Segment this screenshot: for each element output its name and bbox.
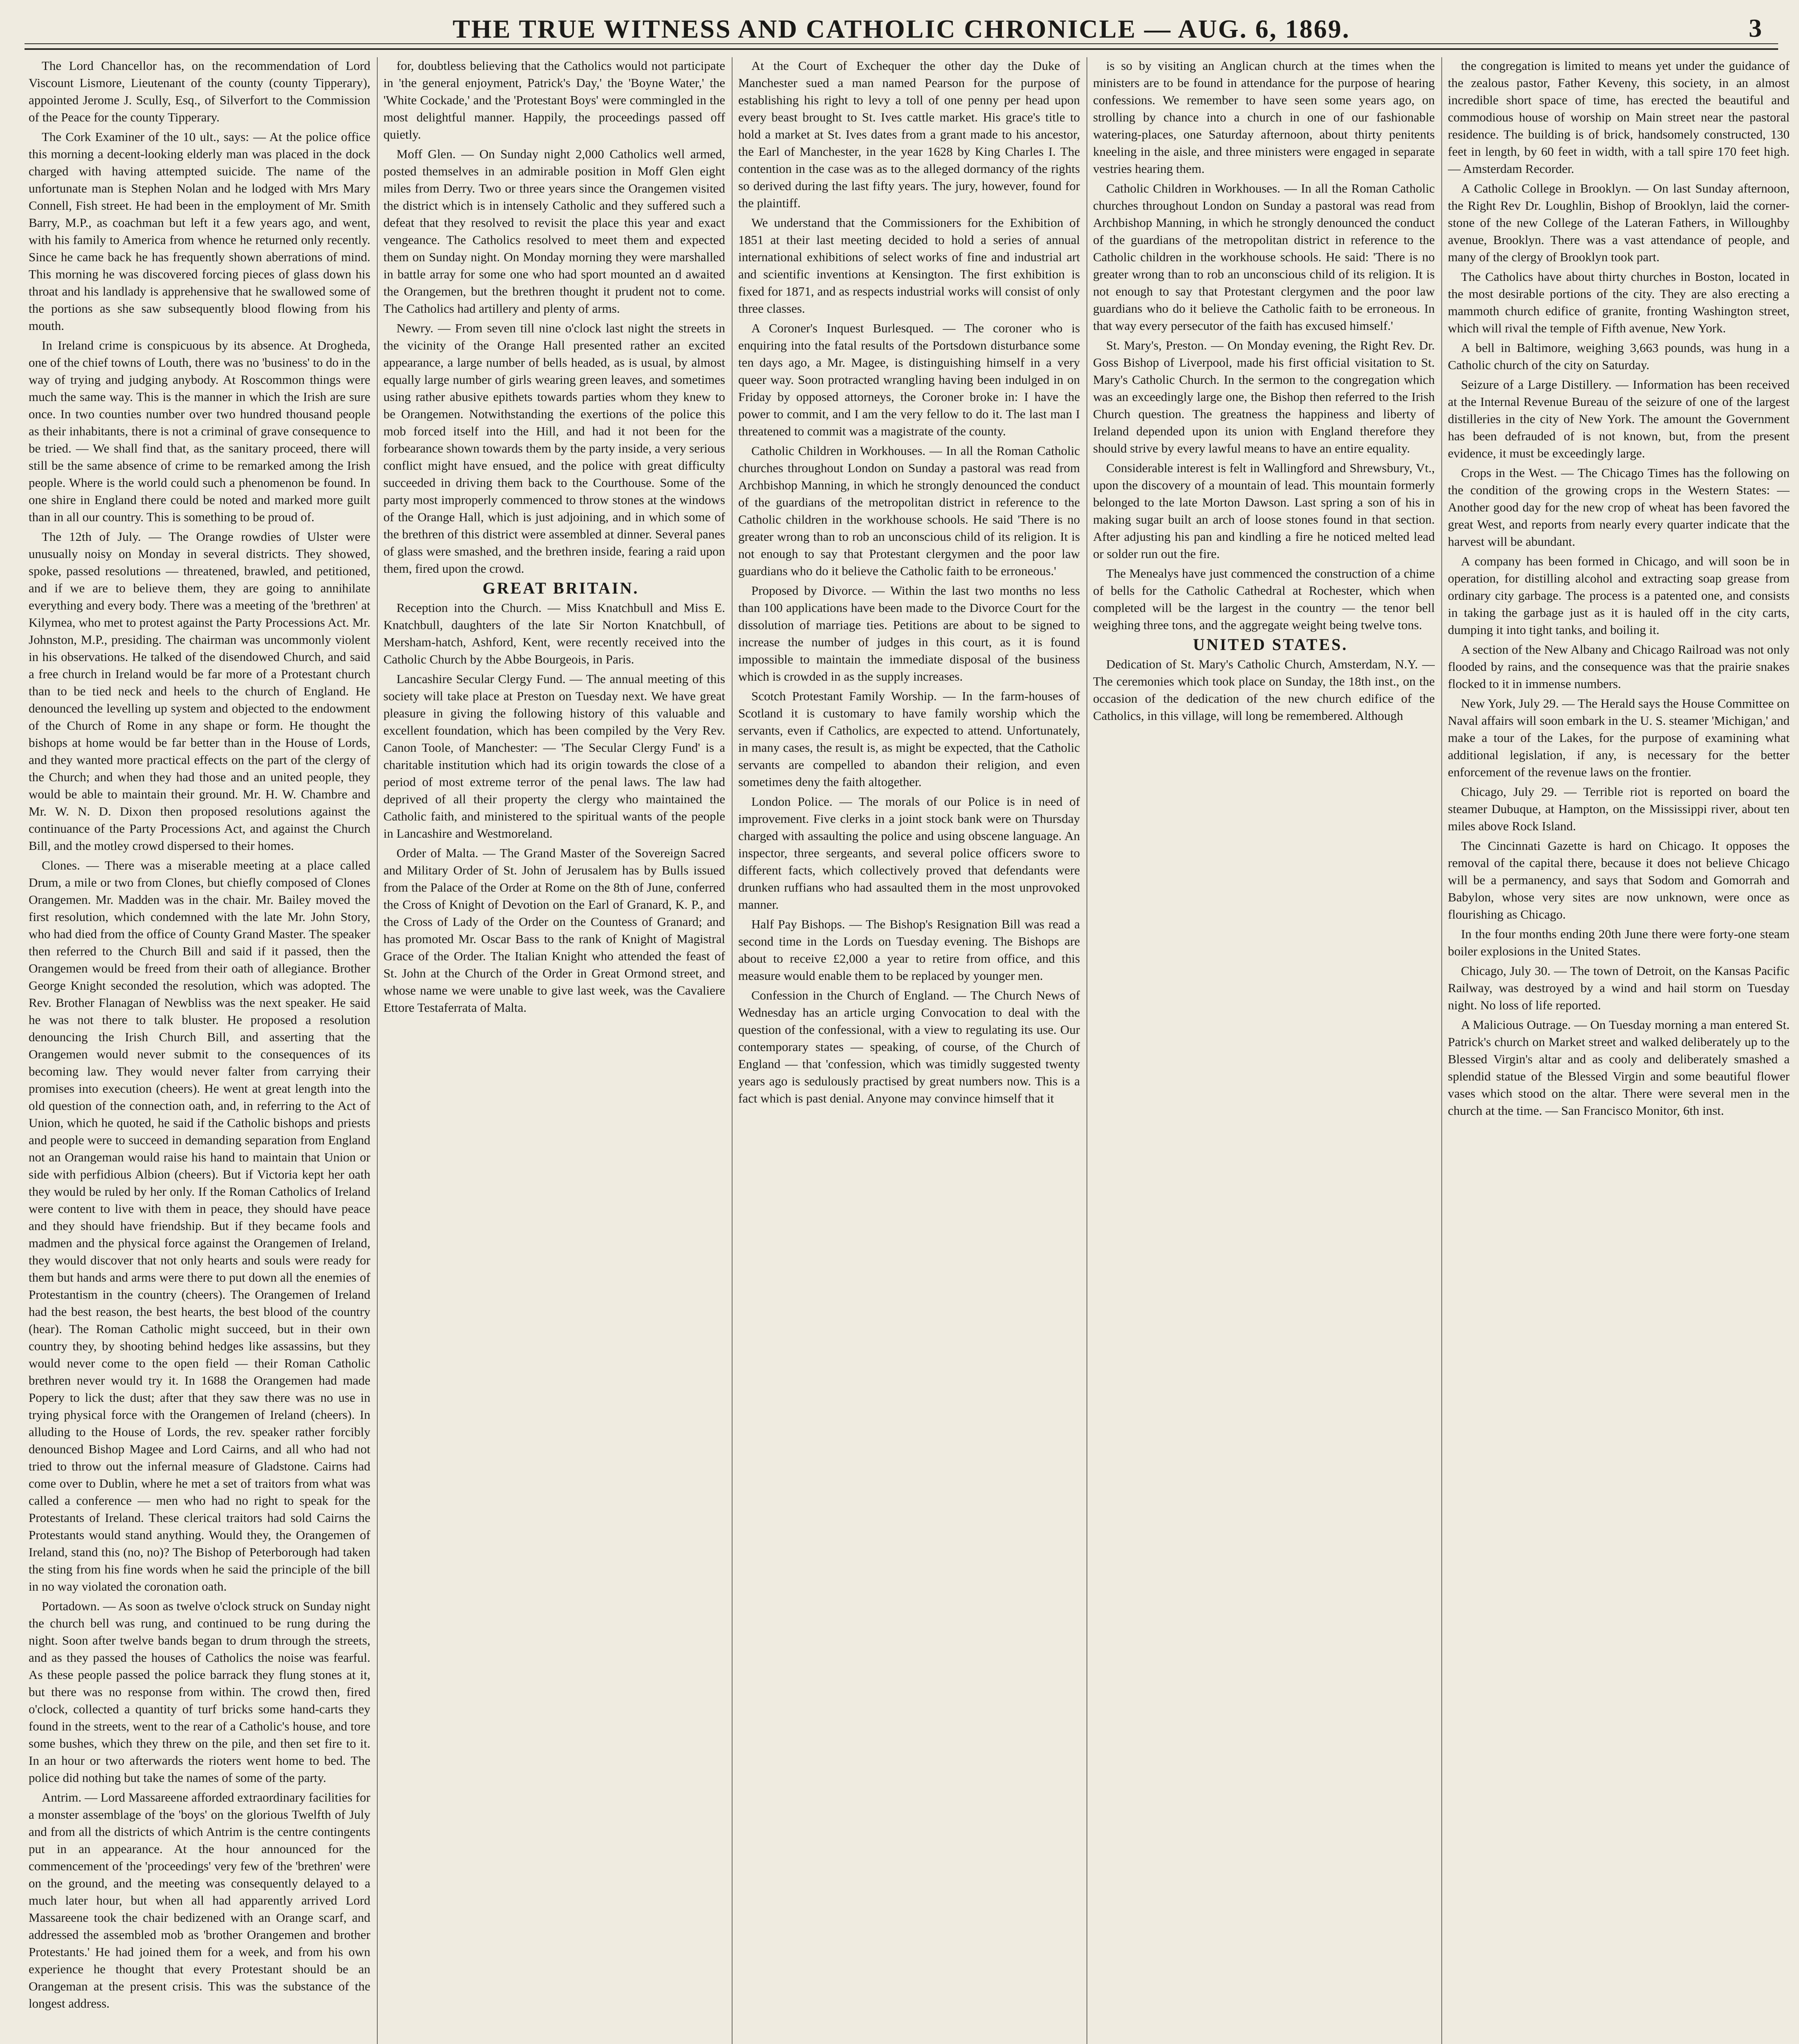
article-paragraph: A company has been formed in Chicago, and will soon be in operation, for distilling alcohol and extracting soap grease from ordinary city garbage. The process is a patented one, and consists in taking the garbage just as it is hauled off in the city carts, dumping it into tight tanks, and boiling it.: [1448, 554, 1790, 637]
issue-date: AUG. 6, 1869.: [1178, 14, 1350, 43]
article-paragraph: A section of the New Albany and Chicago Railroad was not only flooded by rains, and the consequence was that the prairie snakes flocked to it in immense numbers.: [1448, 642, 1790, 691]
article-paragraph: Order of Malta. — The Grand Master of the Sovereign Sacred and Military Order of St. John of Jerusalem has by Bulls issued from the Palace of the Order at Rome on the 8th of June, conferred the Cross of Knight of Devotion on the Earl of Granard, K. P., and the Cross of Lady of the Order on the Countess of Granard; and has promoted Mr. Oscar Bass to the rank of Knight of Magistral Grace of the Order. The Italian Knight who attended the feast of St. John at the Church of the Order in Great Ormond street, and whose name we were unable to give last week, was the Cavaliere Ettore Testaferrata of Malta.: [383, 846, 725, 1015]
article-paragraph: Catholic Children in Workhouses. — In all the Roman Catholic churches throughout London on Sunday a pastoral was read from Archbishop Manning, in which he strongly denounced the conduct of the guardians of the metropolitan district in reference to the Catholic children in the workhouse schools. He said 'There is no greater wrong than to rob an unconscious child of its religion. It is not enough to say that Protestant clergymen and the poor law guardians who do it believe the Catholic faith to be erroneous.': [738, 444, 1080, 578]
page-number: 3: [1749, 13, 1762, 43]
article-paragraph: Newry. — From seven till nine o'clock last night the streets in the vicinity of the Orange Hall presented rather an excited appearance, a large number of bells headed, as is usual, by almost equally large number of girls wearing green leaves, and sometimes using rather abusive epithets towards parties whom they knew to be Orangemen. Notwithstanding the exertions of the police this mob forced itself into the Hill, and had it not been for the forbearance shown towards them by the party inside, a very serious conflict might have ensued, and the police with great difficulty succeeded in driving them back to the Courthouse. Some of the party most improperly commenced to throw stones at the windows of the Orange Hall, which is just adjoining, and in which some of the brethren of this district were assembled at dinner. Several panes of glass were smashed, and the brethren inside, fearing a raid upon them, fired upon the crowd.: [383, 321, 725, 576]
article-paragraph: We understand that the Commissioners for the Exhibition of 1851 at their last meeting decided to hold a series of annual international exhibitions of select works of fine and industrial art and scientific inventions at Kensington. The first exhibition is fixed for 1871, and as respects industrial works will consist of only three classes.: [738, 215, 1080, 316]
article-paragraph: for, doubtless believing that the Catholics would not participate in 'the general enjoyment, Patrick's Day,' the 'Boyne Water,' the 'White Cockade,' and the 'Protestant Boys' were commingled in the most delightful manner. Happily, the proceedings passed off quietly.: [383, 58, 725, 141]
article-paragraph: Portadown. — As soon as twelve o'clock struck on Sunday night the church bell was rung, and continued to be rung during the night. Soon after twelve bands began to drum through the streets, and as they passed the houses of Catholics the noise was fearful. As these people passed the police barrack they flung stones at it, but there was no response from within. The crowd then, fired o'clock, collected a quantity of turf bricks some hand-carts they found in the streets, went to the rear of a Catholic's house, and tore some bushes, which they threw on the pile, and then set fire to it. In an hour or two afterwards the rioters went home to bed. The police did nothing but take the names of some of the party.: [29, 1599, 370, 1785]
article-paragraph: At the Court of Exchequer the other day the Duke of Manchester sued a man named Pearson for the purpose of establishing his right to levy a toll of one penny per head upon every beast brought to St. Ives cattle market. His grace's title to hold a market at St. Ives dates from a grant made to his ancestor, the Earl of Manchester, in the year 1628 by King Charles I. The contention in the case was as to the alleged dormancy of the rights so derived during the last fifty years. The jury, however, found for the plaintiff.: [738, 58, 1080, 210]
masthead-rule: [25, 43, 1778, 44]
article-paragraph: The Catholics have about thirty churches in Boston, located in the most desirable portions of the city. They are also erecting a mammoth church edifice of granite, fronting Washington street, which will rival the temple of Fifth avenue, New York.: [1448, 269, 1790, 335]
masthead-title: THE TRUE WITNESS AND CATHOLIC CHRONICLE — AUG. 6, 1869.: [453, 14, 1350, 43]
column-2: [383, 57, 725, 2044]
article-paragraph: Scotch Protestant Family Worship. — In the farm-houses of Scotland it is customary to have family worship which the servants, even if Catholics, are expected to attend. Unfortunately, in many cases, the result is, as might be expected, that the Catholic servants are compelled to abandon their religion, and even sometimes deny the faith altogether.: [738, 689, 1080, 789]
section-heading: UNITED STATES.: [1193, 635, 1348, 654]
column-divider: [377, 57, 378, 2044]
column-1: [29, 57, 370, 2044]
article-paragraph: Confession in the Church of England. — The Church News of Wednesday has an article urging Convocation to deal with the question of the confessional, with a view to regulating its use. Our contemporary states — speaking, of course, of the Church of England — that 'confession, which was timidly suggested twenty years ago is sedulously practised by great numbers now. This is a fact which is past denial. Anyone may convince himself that it: [738, 988, 1080, 1105]
article-paragraph: A Malicious Outrage. — On Tuesday morning a man entered St. Patrick's church on Market street and walked deliberately up to the Blessed Virgin's altar and as cooly and deliberately smashed a splendid statue of the Blessed Virgin and some beautiful flower vases which stood on the altar. There were several men in the church at the time. — San Francisco Monitor, 6th inst.: [1448, 1018, 1790, 1118]
article-paragraph: A bell in Baltimore, weighing 3,663 pounds, was hung in a Catholic church of the city on Saturday.: [1448, 341, 1790, 372]
article-paragraph: In Ireland crime is conspicuous by its absence. At Drogheda, one of the chief towns of Louth, there was no 'business' to do in the way of trying and judging anybody. At Roscommon things were much the same way. This is the manner in which the Irish are sure once. In two counties number over two hundred thousand people as their inhabitants, there is not a criminal of grave consequence to be tried. — We shall find that, as the sanitary proceed, there will still be the same absence of crime to be remarked among the Irish people. Where is the world could such a phenomenon be found. In one shire in England there could be noted and marked more guilt than in all our country. This is something to be proud of.: [29, 338, 370, 524]
article-paragraph: Proposed by Divorce. — Within the last two months no less than 100 applications have been made to the Divorce Court for the dissolution of marriage ties. Petitions are about to be signed to increase the number of judges in this court, as it is found impossible to maintain the immediate disposal of the business which is crowded in as the supply increases.: [738, 583, 1080, 684]
article-paragraph: the congregation is limited to means yet under the guidance of the zealous pastor, Father Keveny, this society, in an almost incredible short space of time, has erected the beautiful and commodious house of worship on Main street near the pastoral residence. The building is of brick, handsomely constructed, 130 feet in length, by 60 feet in width, with a tall spire 170 feet high. — Amsterdam Recorder.: [1448, 58, 1790, 176]
article-paragraph: The Cork Examiner of the 10 ult., says: — At the police office this morning a decent-looking elderly man was placed in the dock charged with having attempted suicide. The name of the unfortunate man is Stephen Nolan and he lodged with Mrs Mary Connell, Fish street. He had been in the employment of Mr. Smith Barry, M.P., as coachman but left it a few years ago, and went, with his family to America from whence he returned only recently. Since he came back he has frequently shown aberrations of mind. This morning he was discovered forcing pieces of glass down his throat and his landlady is apprehensive that he swallowed some of the portions as she saw subsequently blood flowing from his mouth.: [29, 130, 370, 333]
article-paragraph: In the four months ending 20th June there were forty-one steam boiler explosions in the United States.: [1448, 927, 1790, 958]
article-paragraph: is so by visiting an Anglican church at the times when the ministers are to be found in attendance for the purpose of hearing confessions. We remember to have seen some years ago, on strolling by chance into a church in one of our fashionable watering-places, one Saturday afternoon, about thirty penitents kneeling in the aisle, and three ministers were engaged in separate vestries hearing them.: [1093, 58, 1435, 176]
article-paragraph: Chicago, July 30. — The town of Detroit, on the Kansas Pacific Railway, was destroyed by a wind and hail storm on Tuesday night. No loss of life reported.: [1448, 964, 1790, 1012]
article-paragraph: St. Mary's, Preston. — On Monday evening, the Right Rev. Dr. Goss Bishop of Liverpool, made his first official visitation to St. Mary's Catholic Church. In the sermon to the congregation which was an exceedingly large one, the Bishop then referred to the Irish Church question. The greatness the happiness and liberty of Ireland depended upon its union with England therefore they should strive by every lawful means to have an entire equality.: [1093, 338, 1435, 455]
column-3: [738, 57, 1080, 2044]
column-divider: [732, 57, 733, 2044]
article-paragraph: Considerable interest is felt in Wallingford and Shrewsbury, Vt., upon the discovery of a mountain of lead. This mountain formerly belonged to the late Morton Dawson. Last spring a son of his in making sugar built an arch of loose stones found in that section. After adjusting his pan and kindling a fire he noticed melted lead or solder run out the fire.: [1093, 461, 1435, 561]
article-paragraph: New York, July 29. — The Herald says the House Committee on Naval affairs will soon embark in the U. S. steamer 'Michigan,' and make a tour of the Lakes, for the purpose of examining what additional legislation, if any, is necessary for the better enforcement of the revenue laws on the frontier.: [1448, 696, 1790, 779]
article-paragraph: Reception into the Church. — Miss Knatchbull and Miss E. Knatchbull, daughters of the late Sir Norton Knatchbull, of Mersham-hatch, Ashford, Kent, were recently received into the Catholic Church by the Abbe Bourgeois, in Paris.: [383, 601, 725, 666]
article-paragraph: Seizure of a Large Distillery. — Information has been received at the Internal Revenue Bureau of the seizure of one of the largest distilleries in the city of New York. The amount the Government has been defrauded of is not known, but, from the present evidence, it must be exceedingly large.: [1448, 377, 1790, 460]
article-paragraph: The Cincinnati Gazette is hard on Chicago. It opposes the removal of the capital there, because it does not believe Chicago will be a permanency, and says that Sodom and Gomorrah and Babylon, whose very sites are now unknown, were once as flourishing as Chicago.: [1448, 838, 1790, 921]
article-paragraph: Half Pay Bishops. — The Bishop's Resignation Bill was read a second time in the Lords on Tuesday evening. The Bishops are about to receive £2,000 a year to retire from office, and this measure would enable them to be replaced by younger men.: [738, 917, 1080, 983]
article-paragraph: A Catholic College in Brooklyn. — On last Sunday afternoon, the Right Rev Dr. Loughlin, Bishop of Brooklyn, laid the corner-stone of the new College of the Lateran Fathers, in Willoughby avenue, Brooklyn. There was a vast attendance of people, and many of the clergy of Brooklyn took part.: [1448, 181, 1790, 264]
paper-title: THE TRUE WITNESS AND CATHOLIC CHRONICLE: [453, 14, 1137, 43]
article-paragraph: The Lord Chancellor has, on the recommendation of Lord Viscount Lismore, Lieutenant of the county (county Tipperary), appointed Jerome J. Scully, Esq., of Silverfort to the Commission of the Peace for the county Tipperary.: [29, 58, 370, 124]
article-paragraph: Clones. — There was a miserable meeting at a place called Drum, a mile or two from Clones, but chiefly composed of Clones Orangemen. Mr. Madden was in the chair. Mr. Bailey moved the first resolution, which condemned with the late Mr. John Story, who had died from the office of County Grand Master. The speaker then referred to the Church Bill and said if it passed, then the Orangemen would be freed from their oath of allegiance. Brother George Knight seconded the resolution, which was adopted. The Rev. Brother Flanagan of Newbliss was the next speaker. He said he was not there to talk bluster. He proposed a resolution denouncing the Irish Church Bill, and asserting that the Orangemen would never submit to the consequences of its becoming law. They would never falter from carrying their promises into execution (cheers). He went at great length into the old question of the connection oath, and, in referring to the Act of Union, which he quoted, he said if the Catholic bishops and priests and people were to succeed in demanding separation from England not an Orangeman would raise his hand to maintain that Union or side with perfidious Albion (cheers). But if Victoria kept her oath they would be ruled by her only. If the Roman Catholics of Ireland were content to live with them in peace, they should have peace and they should have friendship. But if they became fools and madmen and the physical force against the Orangemen of Ireland, they would discover that not only hearts and souls were ready for them but hands and arms were there to put down all the enemies of Protestantism in the country (cheers). The Orangemen of Ireland had the best reason, the best hearts, the best blood of the country (hear). The Roman Catholic might succeed, but in their own country they, by shooting behind hedges like assassins, but they would never come to the open field — their Roman Catholic brethren never would try it. In 1688 the Orangemen had made Popery to lick the dust; after that they saw there was no use in trying physical force with the Orangemen of Ireland (cheers). In alluding to the House of Lords, the rev. speaker rather forcibly denounced Bishop Magee and Lord Cairns, and all who had not tried to throw out the infernal measure of Gladstone. Cairns had come over to Dublin, where he met a set of traitors from what was called a conference — men who had no right to speak for the Protestants of Ireland. These clerical traitors had sold Cairns the Protestants would stand anything. Would they, the Orangemen of Ireland, stand this (no, no)? The Bishop of Peterborough had taken the sting from his fine words when he said the principle of the bill in no way violated the coronation oath.: [29, 858, 370, 1594]
article-paragraph: A Coroner's Inquest Burlesqued. — The coroner who is enquiring into the fatal results of the Portsdown disturbance some ten days ago, a Mr. Magee, is distinguishing himself in a very queer way. Soon protracted wrangling having been indulged in on Friday by opposed attorneys, the Coroner broke in: I have the power to commit, and I am the very fellow to do it. The last man I threatened to commit was a magistrate of the county.: [738, 321, 1080, 438]
column-5: [1448, 57, 1790, 2044]
masthead: [25, 9, 1778, 50]
article-paragraph: Catholic Children in Workhouses. — In all the Roman Catholic churches throughout London on Sunday a pastoral was read from Archbishop Manning, in which he strongly denounced the conduct of the guardians of the metropolitan district in reference to the Catholic children in the workhouse schools. He said: 'There is no greater wrong than to rob an unconscious child of its religion. It is not enough to say that Protestant clergymen and the poor law guardians who do it believe the Catholic faith to be erroneous. In that way every persecutor of the faith has excused himself.': [1093, 181, 1435, 333]
article-paragraph: Lancashire Secular Clergy Fund. — The annual meeting of this society will take place at Preston on Tuesday next. We have great pleasure in giving the following history of this valuable and excellent foundation, which has been compiled by the Very Rev. Canon Toole, of Manchester: — 'The Secular Clergy Fund' is a charitable institution which had its origin towards the close of a period of most extreme terror of the penal laws. The law had deprived of all their property the clergy who maintained the Catholic faith, and ministered to the spiritual wants of the people in Lancashire and Westmoreland.: [383, 672, 725, 840]
article-paragraph: The Menealys have just commenced the construction of a chime of bells for the Catholic Cathedral at Rochester, which when completed will be the largest in the country — the tenor bell weighing three tons, and the aggregate weight being twelve tons.: [1093, 566, 1435, 632]
column-divider: [1441, 57, 1442, 2044]
article-paragraph: Dedication of St. Mary's Catholic Church, Amsterdam, N.Y. — The ceremonies which took place on Sunday, the 18th inst., on the occasion of the dedication of the new church edifice of the Catholics, in this village, will long be remembered. Although: [1093, 657, 1435, 723]
column-4: [1093, 57, 1435, 2044]
section-heading: GREAT BRITAIN.: [482, 579, 639, 597]
columns: [29, 57, 1790, 2044]
article-paragraph: Crops in the West. — The Chicago Times has the following on the condition of the growing crops in the Western States: — Another good day for the new crop of wheat has been favored the great West, and reports from nearly every quarter indicate that the harvest will be abundant.: [1448, 466, 1790, 549]
article-paragraph: Antrim. — Lord Massareene afforded extraordinary facilities for a monster assemblage of the 'boys' on the glorious Twelfth of July and from all the districts of which Antrim is the centre contingents put in an appearance. At the hour announced for the commencement of the 'proceedings' very few of the 'brethren' were on the ground, and the meeting was consequently delayed to a much later hour, but when all had apparently arrived Lord Massareene took the chair bedizened with an Orange scarf, and addressed the assembled mob as 'brother Orangemen and brother Protestants.' He had joined them for a week, and from his own experience he thought that every Protestant should be an Orangeman at the present crisis. This was the substance of the longest address.: [29, 1790, 370, 2010]
article-paragraph: Moff Glen. — On Sunday night 2,000 Catholics well armed, posted themselves in an admirable position in Moff Glen eight miles from Derry. Two or three years since the Orangemen visited the district which is in intensely Catholic and they suffered such a defeat that they resolved to revisit the place this year and exact vengeance. The Catholics resolved to meet them and expected them on Sunday night. On Monday morning they were marshalled in battle array for some one who had sport mounted an d awaited the Orangemen, but the brethren thought it prudent not to come. The Catholics had artillery and plenty of arms.: [383, 147, 725, 316]
article-paragraph: London Police. — The morals of our Police is in need of improvement. Five clerks in a joint stock bank were on Thursday charged with assaulting the police and using obscene language. An inspector, three sergeants, and several police officers swore to different facts, which collectively proved that defendants were drunken ruffians who had assaulted them in the most unprovoked manner.: [738, 794, 1080, 912]
article-paragraph: The 12th of July. — The Orange rowdies of Ulster were unusually noisy on Monday in several districts. They showed, spoke, passed resolutions — threatened, brawled, and petitioned, and if we are to believe them, they are going to annihilate everything and every body. There was a meeting of the 'brethren' at Kilymea, who met to protest against the Party Processions Act. Mr. Johnston, M.P., presiding. The chairman was uncommonly violent in his observations. He talked of the disendowed Church, and said a free church in Ireland would be far more of a Protestant church than to be tied neck and heels to the church of England. He denounced the levelling up system and objected to the endowment of the Church of Rome in any shape or form. He thought the bishops at home would be far better than in the House of Lords, and they wanted more practical effects on the part of the clergy of the Church; and when they had those and an united people, they would be able to maintain their ground. Mr. H. W. Chambre and Mr. W. N. D. Dixon then proposed resolutions against the continuance of the Party Processions Act, and against the Church Bill, and the motley crowd dispersed to their homes.: [29, 529, 370, 853]
article-paragraph: Chicago, July 29. — Terrible riot is reported on board the steamer Dubuque, at Hampton, on the Mississippi river, about ten miles above Rock Island.: [1448, 784, 1790, 833]
